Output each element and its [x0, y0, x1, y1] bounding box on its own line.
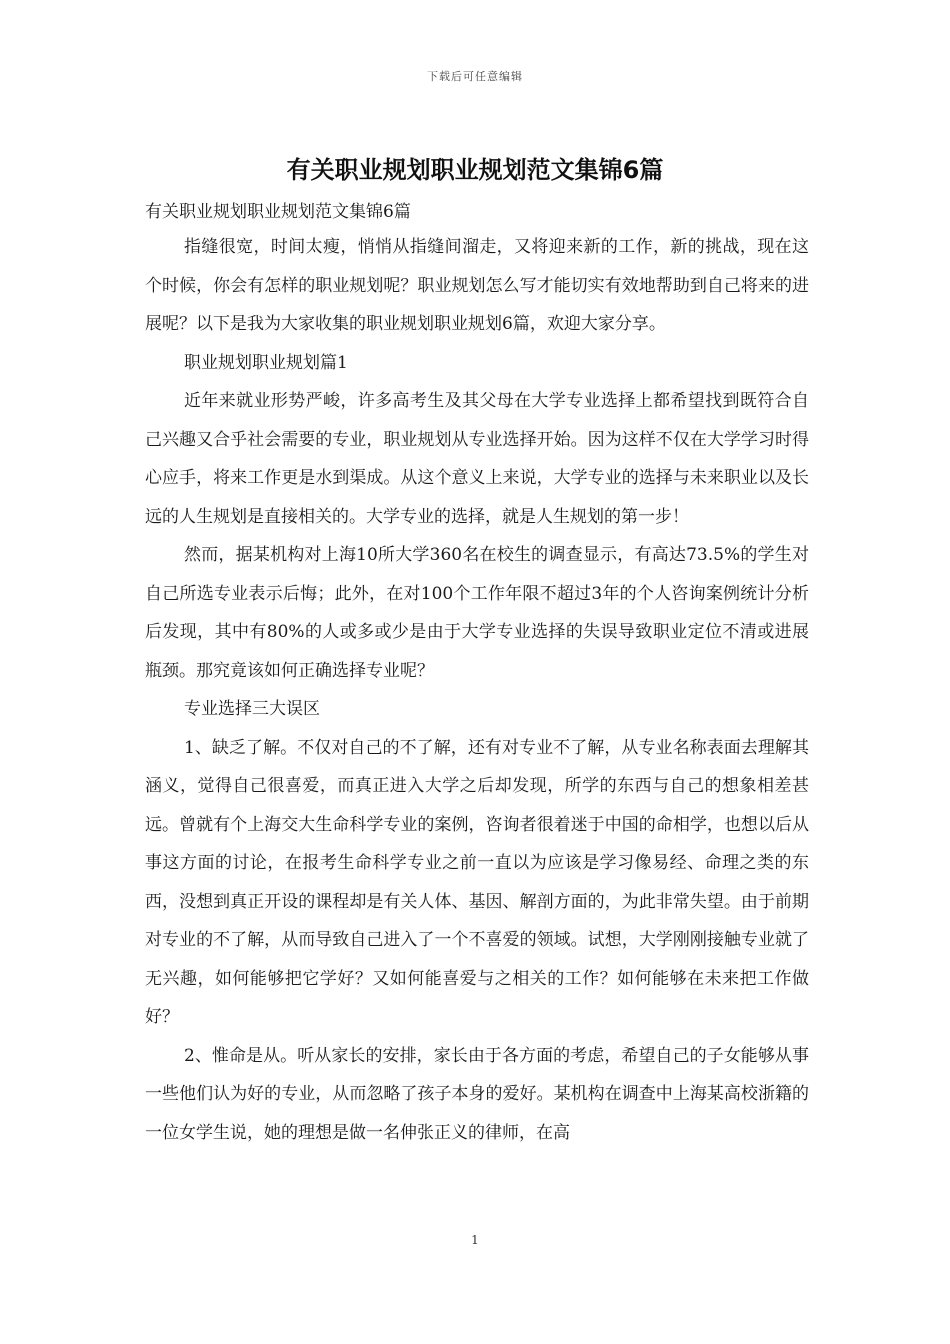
paragraph-subtitle: 有关职业规划职业规划范文集锦6篇: [145, 202, 411, 222]
document-title: 有关职业规划职业规划范文集锦6篇: [286, 156, 664, 184]
paragraph: 然而，据某机构对上海10所大学360名在校生的调查显示，有高达73.5%的学生对自己所选专业表示后悔；此外，在对100个工作年限不超过3年的个人咨询案例统计分析后发现，其中有80%的人或多或少是由于大学专业选择的失误导致职业定位不清或进展瓶颈。那究竟该如何正确选择专业呢？: [145, 545, 809, 681]
paragraph: 近年来就业形势严峻，许多高考生及其父母在大学专业选择上都希望找到既符合自己兴趣又合乎社会需要的专业，职业规划从专业选择开始。因为这样不仅在大学学习时得心应手，将来工作更是水到渠成。从这个意义上来说，大学专业的选择与未来职业以及长远的人生规划是直接相关的。大学专业的选择，就是人生规划的第一步！: [145, 391, 809, 527]
page-number: 1: [471, 1233, 479, 1247]
header-note: 下载后可任意编辑: [427, 70, 523, 83]
section-heading-2: 专业选择三大误区: [184, 699, 320, 719]
document-body: [145, 196, 809, 1152]
paragraph: 2、惟命是从。听从家长的安排，家长由于各方面的考虑，希望自己的子女能够从事一些他们认为好的专业，从而忽略了孩子本身的爱好。某机构在调查中上海某高校浙籍的一位女学生说，她的理想是做一名伸张正义的律师，在高: [145, 1045, 809, 1143]
paragraph-intro: 指缝很宽，时间太瘦，悄悄从指缝间溜走，又将迎来新的工作，新的挑战，现在这个时候，你会有怎样的职业规划呢？职业规划怎么写才能切实有效地帮助到自己将来的进展呢？以下是我为大家收集的职业规划职业规划6篇，欢迎大家分享。: [145, 237, 809, 334]
section-heading-1: 职业规划职业规划篇1: [184, 352, 348, 373]
paragraph: 1、缺乏了解。不仅对自己的不了解，还有对专业不了解，从专业名称表面去理解其涵义，觉得自己很喜爱，而真正进入大学之后却发现，所学的东西与自己的想象相差甚远。曾就有个上海交大生命科学专业的案例，咨询者很着迷于中国的命相学，也想以后从事这方面的讨论，在报考生命科学专业之前一直以为应该是学习像易经、命理之类的东西，没想到真正开设的课程却是有关人体、基因、解剖方面的，为此非常失望。由于前期对专业的不了解，从而导致自己进入了一个不喜爱的领域。试想，大学刚刚接触专业就了无兴趣，如何能够把它学好？又如何能喜爱与之相关的工作？如何能够在未来把工作做好？: [145, 737, 809, 1027]
